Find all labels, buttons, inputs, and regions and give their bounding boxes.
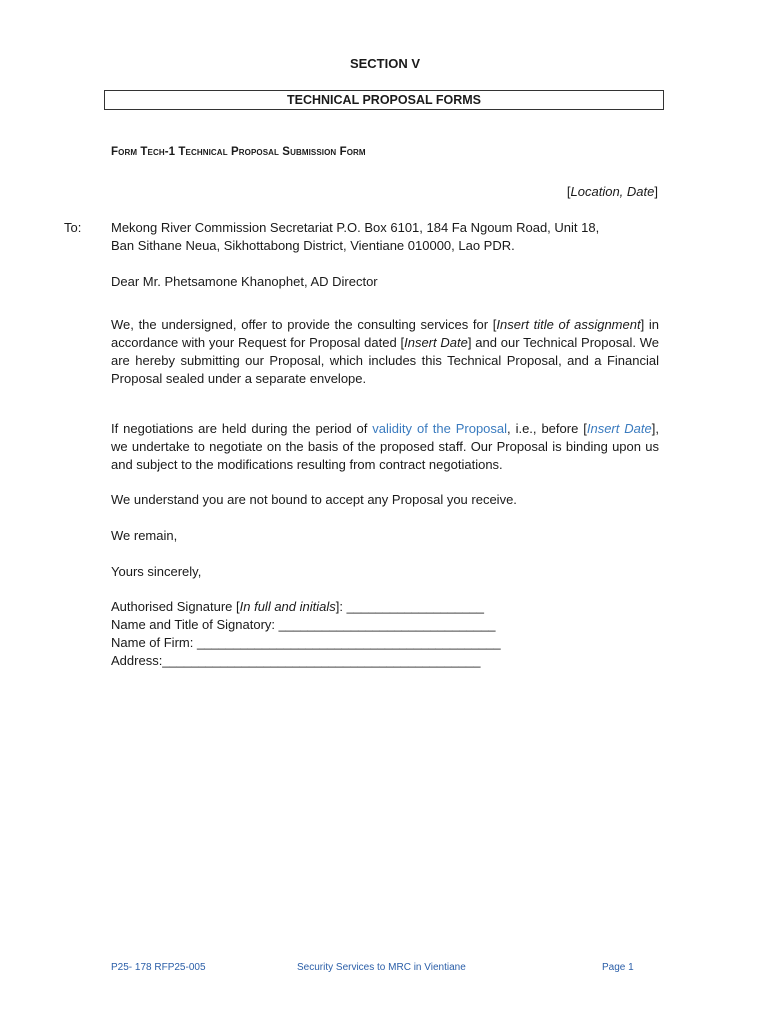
p2-text-2: , i.e., before [ <box>507 421 587 436</box>
name-title-line: Name and Title of Signatory: ______________________________ <box>111 617 496 632</box>
paragraph-negotiations <box>111 420 659 474</box>
footer-title: Security Services to MRC in Vientiane <box>297 962 466 973</box>
p1-italic-1: Insert title of assignment <box>496 317 641 332</box>
to-label: To: <box>64 220 82 235</box>
firm-line: Name of Firm: __________________________________________ <box>111 635 501 650</box>
closing-yours: Yours sincerely, <box>111 564 202 579</box>
closing-remain: We remain, <box>111 528 178 543</box>
address-line-2: Ban Sithane Neua, Sikhottabong District, Vientiane 010000, Lao PDR. <box>111 238 515 253</box>
address-line: Address:____________________________________________ <box>111 653 481 668</box>
paragraph-offer <box>111 316 659 388</box>
bracket-close: ] <box>654 184 658 199</box>
sig-label-italic: In full and initials <box>239 599 336 614</box>
salutation: Dear Mr. Phetsamone Khanophet, AD Director <box>111 274 378 289</box>
signature-line <box>111 598 659 616</box>
paragraph-acceptance: We understand you are not bound to accept any Proposal you receive. <box>111 492 517 507</box>
p2-text-3: ], we undertake to negotiate on the basis of the proposed staff. Our Proposal is binding upon us and subject to the modifications resulting from contract negotiations. <box>111 421 659 472</box>
location-date <box>567 184 658 199</box>
location-placeholder: Location, Date <box>570 184 655 199</box>
sig-label-start: Authorised Signature [ <box>111 599 240 614</box>
boxed-title: TECHNICAL PROPOSAL FORMS <box>104 90 664 110</box>
p2-italic-1: Insert Date <box>586 421 652 436</box>
address-line-1: Mekong River Commission Secretariat P.O. Box 6101, 184 Fa Ngoum Road, Unit 18, <box>111 220 600 235</box>
p2-text-1: If negotiations are held during the period of <box>111 421 373 436</box>
recipient-address <box>111 219 659 255</box>
signature-block <box>111 598 659 670</box>
footer-reference: P25- 178 RFP25-005 <box>111 962 206 973</box>
validity-link[interactable]: validity of the Proposal <box>372 421 508 436</box>
p1-text-3: ] and our Technical Proposal. We are hereby submitting our Proposal, which includes this Technical Proposal, and a Financial Proposal sealed under a separate envelope. <box>111 335 660 386</box>
p1-italic-2: Insert Date <box>404 335 468 350</box>
p1-text-1: We, the undersigned, offer to provide the consulting services for [ <box>111 317 497 332</box>
bracket-open: [ <box>566 184 571 199</box>
p1-text-2: ] in accordance with your Request for Proposal dated [ <box>111 317 660 350</box>
sig-label-end: ]: ___________________ <box>335 599 484 614</box>
section-title: SECTION V <box>349 56 421 71</box>
form-title: Form Tech-1 Technical Proposal Submission Form <box>111 146 366 158</box>
footer-page-number: Page 1 <box>602 962 634 973</box>
